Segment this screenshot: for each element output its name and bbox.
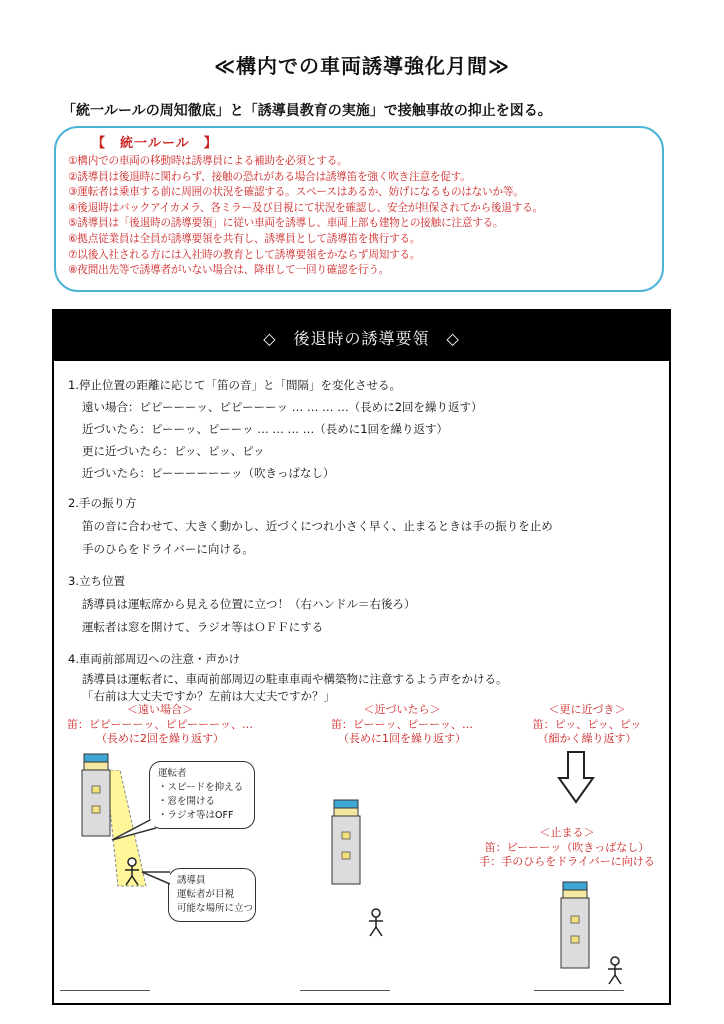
ground-line (60, 990, 150, 991)
ground-line (300, 990, 390, 991)
bubble-line: 可能な場所に立つ (177, 903, 254, 914)
guide-person-icon (605, 956, 625, 986)
section-line: 運転者は窓を開けて、ラジオ等はＯＦＦにする (82, 620, 324, 634)
bubble-tail (138, 868, 172, 888)
section-line: 更に近づいたら：ピッ、ピッ、ピッ (82, 444, 265, 458)
caption-line: （長めに1回を繰り返す） (338, 732, 466, 745)
section-line: 近づいたら：ピーーーーーーッ（吹きっぱなし） (82, 466, 335, 480)
bubble-line: ・窓を開ける (158, 796, 216, 807)
caption-line: （細かく繰り返す） (537, 732, 637, 745)
guidance-header: ◇ 後退時の誘導要領 ◇ (54, 311, 669, 361)
bubble-line: 運転者 (158, 768, 187, 779)
bubble-line: 誘導員 (177, 875, 206, 886)
rule-item: ③運転者は乗車する前に周囲の状況を確認する。スペースはあるか、妨げになるものはないか等。 (68, 186, 524, 199)
section-hand (68, 493, 553, 559)
rules-heading: 【 統一ルール 】 (92, 136, 218, 151)
rule-item: ⑦以後入社される方には入社時の教育として誘導要領をかならず周知する。 (68, 248, 421, 261)
caption-line: 笛：ピーーッ、ピーーッ、… (330, 717, 474, 731)
bubble-tail (110, 818, 160, 842)
page-subtitle: 「統一ルールの周知徹底」と「誘導員教育の実施」で接触事故の抑止を図る。 (62, 103, 552, 119)
rule-item: ②誘導員は後退時に関わらず、接触の恐れがある場合は誘導笛を強く吹き注意を促す。 (68, 170, 471, 183)
rule-item: ④後退時はバックアイカメラ、各ミラー及び目視にて状況を確認し、安全が担保されてから後退する。 (68, 201, 543, 214)
unified-rules-box (54, 126, 664, 292)
rule-item: ①構内での車両の移動時は誘導員による補助を必須とする。 (68, 155, 348, 167)
section-front-caution (68, 649, 508, 705)
guide-person-icon (366, 908, 386, 938)
bubble-line: ・スピードを抑える (158, 782, 244, 793)
truck-far (80, 752, 112, 838)
page-title: ≪構内での車両誘導強化月間≫ (214, 54, 510, 78)
driver-bubble (149, 761, 255, 829)
ground-line (534, 990, 624, 991)
truck-near (330, 798, 362, 886)
section-line: 手のひらをドライバーに向ける。 (82, 542, 254, 556)
caption-title: ＜止まる＞ (539, 826, 595, 839)
caption-far (60, 703, 260, 747)
caption-stop (462, 826, 672, 870)
caption-line: 笛：ピピーーーッ、ピピーーーッ、… (66, 717, 254, 731)
rule-item: ⑥拠点従業員は全員が誘導要領を共有し、誘導員として誘導笛を携行する。 (68, 232, 421, 245)
section-line: 誘導員は運転者に、車両前部周辺の駐車車両や構築物に注意するよう声をかける。 (82, 672, 508, 686)
rule-item: ⑧夜間出先等で誘導者がいない場合は、降車して一回り確認を行う。 (68, 264, 390, 277)
section-line: 「右前は大丈夫ですか？左前は大丈夫ですか？」 (82, 689, 335, 703)
caption-title: ＜近づいたら＞ (363, 703, 441, 716)
section-title: 1.停止位置の距離に応じて「笛の音」と「間隔」を変化させる。 (68, 378, 401, 392)
section-position (68, 571, 416, 637)
bubble-line: 運転者が目視 (177, 889, 235, 900)
section-line: 近づいたら：ピーーッ、ピーーッ … … … …（長めに1回を繰り返す） (82, 422, 449, 436)
down-arrow-icon (556, 750, 596, 806)
section-title: 2.手の振り方 (68, 496, 137, 510)
caption-line: 笛：ピッ、ピッ、ピッ (532, 717, 642, 731)
section-title: 3.立ち位置 (68, 574, 125, 588)
caption-closer (512, 703, 662, 747)
bubble-line: ・ラジオ等はOFF (158, 810, 234, 821)
rule-item: ⑤誘導員は「後退時の誘導要領」に従い車両を誘導し、車両上部も建物との接触に注意する。 (68, 217, 504, 230)
section-whistle (68, 375, 483, 483)
section-line: 遠い場合：ピピーーーッ、ピピーーーッ … … … …（長めに2回を繰り返す） (82, 400, 483, 414)
section-line: 誘導員は運転席から見える位置に立つ！（右ハンドル＝右後ろ） (82, 597, 416, 611)
section-line: 笛の音に合わせて、大きく動かし、近づくにつれ小さく早く、止まるときは手の振りを止め (82, 519, 553, 533)
caption-line: （長めに2回を繰り返す） (96, 732, 224, 745)
caption-near (312, 703, 492, 747)
caption-title: ＜更に近づき＞ (548, 703, 626, 716)
caption-line: 笛：ピーーーッ（吹きっぱなし） (484, 840, 650, 854)
truck-stop (559, 880, 591, 970)
caption-line: 手：手のひらをドライバーに向ける (479, 855, 655, 868)
caption-title: ＜遠い場合＞ (127, 703, 193, 716)
section-title: 4.車両前部周辺への注意・声かけ (68, 652, 240, 666)
guide-bubble (168, 868, 256, 922)
